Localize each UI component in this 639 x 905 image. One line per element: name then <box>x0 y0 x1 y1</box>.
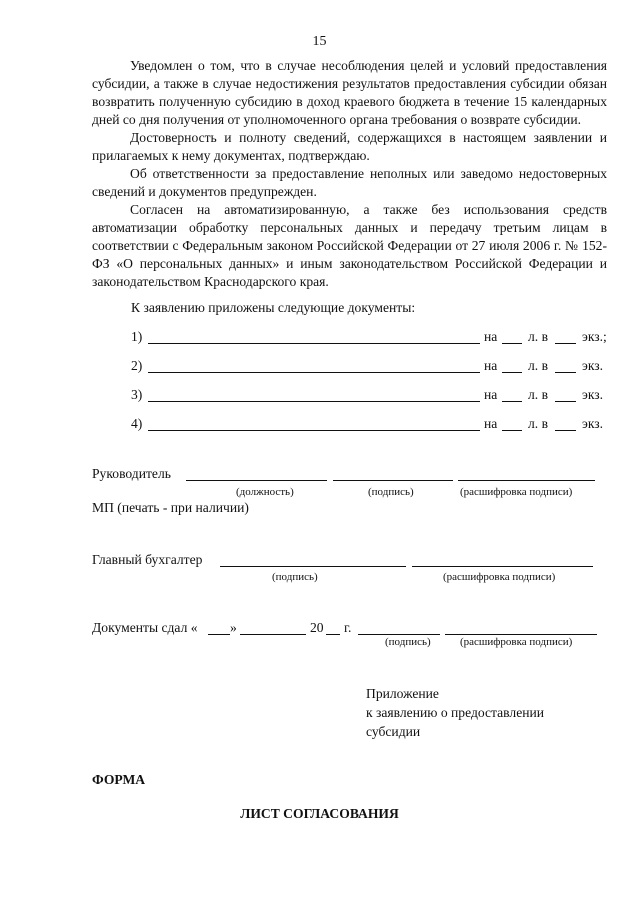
attachment-copies-label: экз. <box>582 358 604 373</box>
attachment-copies-line[interactable] <box>555 387 576 402</box>
attachment-sheets-line[interactable] <box>502 358 522 373</box>
stamp-note: МП (печать - при наличии) <box>92 500 249 515</box>
attachment-sheets-label: л. в <box>528 358 548 373</box>
attachment-sheets-label: л. в <box>528 387 548 402</box>
attachment-number: 4) <box>131 416 143 431</box>
caption-signature: (подпись) <box>368 486 414 498</box>
submitted-name-line[interactable] <box>445 620 597 635</box>
statement-text <box>92 57 607 291</box>
accountant-name-line[interactable] <box>412 552 593 567</box>
attachment-na: на <box>484 329 498 344</box>
head-label: Руководитель <box>92 466 171 481</box>
attachment-sheets-line[interactable] <box>502 387 522 402</box>
form-label: ФОРМА <box>92 772 146 787</box>
attachment-row <box>131 387 611 405</box>
attachment-sheets-line[interactable] <box>502 329 522 344</box>
paragraph-responsibility: Об ответственности за предоставление неполных или заведомо недостоверных сведений и документов предупрежден. <box>92 166 607 199</box>
accountant-signature-line[interactable] <box>220 552 406 567</box>
attachment-na: на <box>484 416 498 431</box>
caption-signature: (подпись) <box>272 571 318 583</box>
attachment-name-line[interactable] <box>148 387 480 402</box>
attachment-row <box>131 416 611 434</box>
attachment-name-line[interactable] <box>148 358 480 373</box>
attachment-sheets-line[interactable] <box>502 416 522 431</box>
caption-position: (должность) <box>236 486 294 498</box>
attachment-number: 1) <box>131 329 143 344</box>
appendix-line: Приложение <box>366 686 439 701</box>
appendix-line: субсидии <box>366 724 421 739</box>
appendix-line: к заявлению о предоставлении <box>366 705 545 720</box>
head-signature-line[interactable] <box>333 466 453 481</box>
attachment-number: 2) <box>131 358 143 373</box>
submitted-g: г. <box>344 620 352 635</box>
attachment-copies-line[interactable] <box>555 358 576 373</box>
attachment-row <box>131 329 611 347</box>
attachment-number: 3) <box>131 387 143 402</box>
submitted-quote-close: » <box>230 620 237 635</box>
attachment-row <box>131 358 611 376</box>
attachment-copies-line[interactable] <box>555 416 576 431</box>
caption-name: (расшифровка подписи) <box>460 486 573 498</box>
page-number: 15 <box>312 34 327 49</box>
submitted-day-line[interactable] <box>208 620 230 635</box>
attachments-title: К заявлению приложены следующие документы: <box>131 300 416 315</box>
attachment-copies-label: экз. <box>582 416 604 431</box>
paragraph-personal-data: Согласен на автоматизированную, а также без использования средств автоматизации обработку персональных данных и передачу третьим лицам в соответствии с Федеральным законом Российской Федерации от 27 июля 2006 г. № 152-ФЗ «О персональных данных» и иным законодательством Российской Федерации и законодательством Краснодарского края. <box>92 202 607 289</box>
paragraph-refund-notice: Уведомлен о том, что в случае несоблюдения целей и условий предоставления субсидии, а также в случае недостижения результатов предоставления субсидии обязан возвратить полученную субсидию в доход краевого бюджета в течение 15 календарных дней со дня получения от уполномоченного органа требования о возврате субсидии. <box>92 58 607 127</box>
submitted-label: Документы сдал « <box>92 620 198 635</box>
submitted-year: 20 <box>310 620 324 635</box>
submitted-month-line[interactable] <box>240 620 306 635</box>
attachment-name-line[interactable] <box>148 329 480 344</box>
attachment-sheets-label: л. в <box>528 416 548 431</box>
attachment-na: на <box>484 387 498 402</box>
sheet-title: ЛИСТ СОГЛАСОВАНИЯ <box>240 806 399 821</box>
head-position-line[interactable] <box>186 466 327 481</box>
appendix-note <box>366 684 544 741</box>
attachment-copies-line[interactable] <box>555 329 576 344</box>
attachment-copies-label: экз. <box>582 387 604 402</box>
caption-name: (расшифровка подписи) <box>460 636 573 648</box>
submitted-signature-line[interactable] <box>358 620 440 635</box>
attachment-copies-label: экз.; <box>582 329 607 344</box>
accountant-label: Главный бухгалтер <box>92 552 203 567</box>
attachment-sheets-label: л. в <box>528 329 548 344</box>
attachment-na: на <box>484 358 498 373</box>
attachment-name-line[interactable] <box>148 416 480 431</box>
submitted-year-line[interactable] <box>326 620 340 635</box>
caption-name: (расшифровка подписи) <box>443 571 556 583</box>
caption-signature: (подпись) <box>385 636 431 648</box>
paragraph-accuracy: Достоверность и полноту сведений, содержащихся в настоящем заявлении и прилагаемых к нему документах, подтверждаю. <box>92 130 607 163</box>
head-name-line[interactable] <box>458 466 595 481</box>
